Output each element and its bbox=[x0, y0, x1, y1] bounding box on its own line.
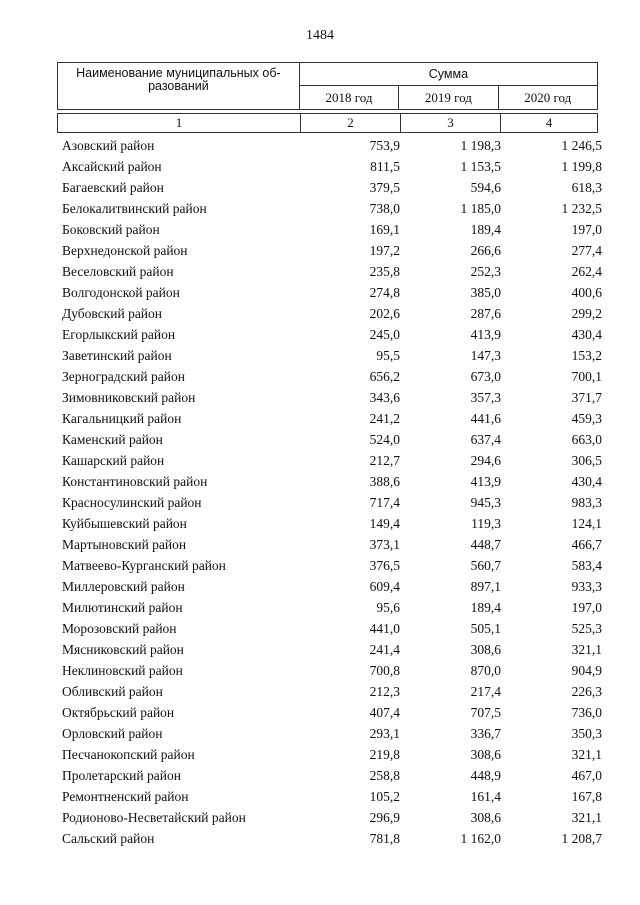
value-2020: 299,2 bbox=[571, 305, 602, 321]
table-row bbox=[57, 723, 602, 744]
value-2018: 245,0 bbox=[369, 326, 400, 342]
value-2018: 95,6 bbox=[376, 599, 400, 615]
value-2019: 189,4 bbox=[470, 599, 501, 615]
table-row bbox=[57, 240, 602, 261]
table-row bbox=[57, 807, 602, 828]
column-number: 3 bbox=[401, 114, 501, 133]
municipality-name: Азовский район bbox=[62, 137, 155, 153]
value-2020: 525,3 bbox=[571, 620, 602, 636]
value-2020: 467,0 bbox=[571, 767, 602, 783]
table-row bbox=[57, 765, 602, 786]
value-2020: 466,7 bbox=[571, 536, 602, 552]
value-2018: 241,2 bbox=[369, 410, 400, 426]
value-2020: 262,4 bbox=[571, 263, 602, 279]
municipality-name: Верхнедонской район bbox=[62, 242, 188, 258]
header-year-2019: 2019 год bbox=[399, 86, 498, 110]
value-2020: 371,7 bbox=[571, 389, 602, 405]
value-2018: 717,4 bbox=[369, 494, 400, 510]
value-2019: 1 185,0 bbox=[460, 200, 501, 216]
value-2020: 700,1 bbox=[571, 368, 602, 384]
value-2019: 594,6 bbox=[470, 179, 501, 195]
municipality-name: Матвеево-Курганский район bbox=[62, 557, 226, 573]
table-row bbox=[57, 534, 602, 555]
table-row bbox=[57, 681, 602, 702]
table-row bbox=[57, 303, 602, 324]
value-2018: 343,6 bbox=[369, 389, 400, 405]
value-2018: 738,0 bbox=[369, 200, 400, 216]
value-2018: 95,5 bbox=[376, 347, 400, 363]
municipality-name: Константиновский район bbox=[62, 473, 208, 489]
value-2019: 161,4 bbox=[470, 788, 501, 804]
municipality-name: Аксайский район bbox=[62, 158, 162, 174]
value-2020: 321,1 bbox=[571, 809, 602, 825]
municipality-name: Зимовниковский район bbox=[62, 389, 196, 405]
value-2020: 904,9 bbox=[571, 662, 602, 678]
value-2019: 1 153,5 bbox=[460, 158, 501, 174]
table-row bbox=[57, 660, 602, 681]
table-row bbox=[57, 198, 602, 219]
value-2018: 781,8 bbox=[369, 830, 400, 846]
table-row bbox=[57, 471, 602, 492]
value-2020: 400,6 bbox=[571, 284, 602, 300]
value-2019: 897,1 bbox=[470, 578, 501, 594]
table-row bbox=[57, 408, 602, 429]
table-row bbox=[57, 744, 602, 765]
table-row bbox=[57, 387, 602, 408]
value-2019: 637,4 bbox=[470, 431, 501, 447]
value-2018: 235,8 bbox=[369, 263, 400, 279]
table-row bbox=[57, 513, 602, 534]
municipality-name: Веселовский район bbox=[62, 263, 174, 279]
value-2018: 376,5 bbox=[369, 557, 400, 573]
value-2019: 294,6 bbox=[470, 452, 501, 468]
header-sum: Сумма bbox=[299, 63, 597, 86]
value-2020: 167,8 bbox=[571, 788, 602, 804]
value-2019: 1 162,0 bbox=[460, 830, 501, 846]
municipality-name: Пролетарский район bbox=[62, 767, 181, 783]
value-2019: 505,1 bbox=[470, 620, 501, 636]
value-2019: 189,4 bbox=[470, 221, 501, 237]
value-2019: 413,9 bbox=[470, 326, 501, 342]
table-row bbox=[57, 156, 602, 177]
value-2018: 388,6 bbox=[369, 473, 400, 489]
municipality-name: Каменский район bbox=[62, 431, 163, 447]
value-2019: 217,4 bbox=[470, 683, 501, 699]
municipality-name: Кагальницкий район bbox=[62, 410, 182, 426]
table-row bbox=[57, 177, 602, 198]
value-2018: 169,1 bbox=[369, 221, 400, 237]
municipality-name: Родионово-Несветайский район bbox=[62, 809, 246, 825]
value-2018: 219,8 bbox=[369, 746, 400, 762]
value-2019: 945,3 bbox=[470, 494, 501, 510]
municipality-name: Неклиновский район bbox=[62, 662, 183, 678]
municipality-name: Зерноградский район bbox=[62, 368, 185, 384]
municipality-name: Красносулинский район bbox=[62, 494, 202, 510]
value-2019: 336,7 bbox=[470, 725, 501, 741]
value-2020: 933,3 bbox=[571, 578, 602, 594]
header-year-2018: 2018 год bbox=[299, 86, 398, 110]
value-2018: 105,2 bbox=[369, 788, 400, 804]
value-2018: 753,9 bbox=[369, 137, 400, 153]
column-number: 2 bbox=[301, 114, 401, 133]
value-2020: 983,3 bbox=[571, 494, 602, 510]
municipality-name: Морозовский район bbox=[62, 620, 177, 636]
value-2019: 119,3 bbox=[471, 515, 501, 531]
municipality-name: Белокалитвинский район bbox=[62, 200, 207, 216]
value-2020: 226,3 bbox=[571, 683, 602, 699]
value-2018: 524,0 bbox=[369, 431, 400, 447]
municipality-name: Ремонтненский район bbox=[62, 788, 189, 804]
value-2020: 736,0 bbox=[571, 704, 602, 720]
value-2018: 197,2 bbox=[369, 242, 400, 258]
value-2018: 293,1 bbox=[369, 725, 400, 741]
municipality-name: Сальский район bbox=[62, 830, 155, 846]
value-2018: 258,8 bbox=[369, 767, 400, 783]
value-2018: 241,4 bbox=[369, 641, 400, 657]
table-body bbox=[57, 135, 602, 849]
column-numbers-row bbox=[57, 113, 598, 133]
municipality-name: Боковский район bbox=[62, 221, 160, 237]
value-2019: 1 198,3 bbox=[460, 137, 501, 153]
value-2018: 149,4 bbox=[369, 515, 400, 531]
table-row bbox=[57, 576, 602, 597]
value-2020: 1 246,5 bbox=[561, 137, 602, 153]
table-row bbox=[57, 618, 602, 639]
value-2019: 287,6 bbox=[470, 305, 501, 321]
table-row bbox=[57, 345, 602, 366]
municipality-name: Куйбышевский район bbox=[62, 515, 187, 531]
value-2019: 707,5 bbox=[470, 704, 501, 720]
municipality-name: Обливский район bbox=[62, 683, 163, 699]
value-2020: 153,2 bbox=[571, 347, 602, 363]
value-2018: 274,8 bbox=[369, 284, 400, 300]
municipality-name: Миллеровский район bbox=[62, 578, 185, 594]
value-2018: 811,5 bbox=[370, 158, 400, 174]
table-row bbox=[57, 261, 602, 282]
value-2020: 306,5 bbox=[571, 452, 602, 468]
value-2018: 202,6 bbox=[369, 305, 400, 321]
table-row bbox=[57, 429, 602, 450]
value-2018: 656,2 bbox=[369, 368, 400, 384]
value-2020: 124,1 bbox=[571, 515, 602, 531]
value-2020: 430,4 bbox=[571, 473, 602, 489]
table-row bbox=[57, 135, 602, 156]
municipality-name: Кашарский район bbox=[62, 452, 165, 468]
value-2020: 1 232,5 bbox=[561, 200, 602, 216]
value-2019: 560,7 bbox=[470, 557, 501, 573]
page-number: 1484 bbox=[306, 28, 334, 43]
value-2020: 321,1 bbox=[571, 641, 602, 657]
municipality-name: Егорлыкский район bbox=[62, 326, 176, 342]
value-2018: 441,0 bbox=[369, 620, 400, 636]
value-2020: 430,4 bbox=[571, 326, 602, 342]
value-2018: 700,8 bbox=[369, 662, 400, 678]
table-row bbox=[57, 219, 602, 240]
table-row bbox=[57, 450, 602, 471]
value-2019: 870,0 bbox=[470, 662, 501, 678]
table-header bbox=[57, 62, 598, 110]
value-2018: 212,7 bbox=[369, 452, 400, 468]
table-row bbox=[57, 555, 602, 576]
value-2018: 609,4 bbox=[369, 578, 400, 594]
value-2019: 266,6 bbox=[470, 242, 501, 258]
table-row bbox=[57, 786, 602, 807]
value-2018: 407,4 bbox=[369, 704, 400, 720]
municipality-name: Дубовский район bbox=[62, 305, 163, 321]
value-2019: 357,3 bbox=[470, 389, 501, 405]
value-2020: 583,4 bbox=[571, 557, 602, 573]
table-row bbox=[57, 492, 602, 513]
value-2018: 379,5 bbox=[369, 179, 400, 195]
value-2020: 1 208,7 bbox=[561, 830, 602, 846]
value-2018: 296,9 bbox=[369, 809, 400, 825]
value-2020: 350,3 bbox=[571, 725, 602, 741]
table-row bbox=[57, 324, 602, 345]
value-2020: 197,0 bbox=[571, 599, 602, 615]
table-row bbox=[57, 597, 602, 618]
value-2019: 441,6 bbox=[470, 410, 501, 426]
value-2018: 212,3 bbox=[369, 683, 400, 699]
column-number: 1 bbox=[58, 114, 301, 133]
municipality-name: Волгодонской район bbox=[62, 284, 180, 300]
value-2019: 448,7 bbox=[470, 536, 501, 552]
municipality-name: Песчанокопский район bbox=[62, 746, 195, 762]
value-2019: 308,6 bbox=[470, 809, 501, 825]
table-row bbox=[57, 702, 602, 723]
municipality-name: Заветинский район bbox=[62, 347, 172, 363]
value-2020: 197,0 bbox=[571, 221, 602, 237]
table-row bbox=[57, 282, 602, 303]
municipality-name: Мартыновский район bbox=[62, 536, 187, 552]
value-2019: 147,3 bbox=[470, 347, 501, 363]
value-2020: 277,4 bbox=[571, 242, 602, 258]
value-2019: 385,0 bbox=[470, 284, 501, 300]
value-2018: 373,1 bbox=[369, 536, 400, 552]
value-2019: 252,3 bbox=[470, 263, 501, 279]
table-row bbox=[57, 639, 602, 660]
value-2019: 308,6 bbox=[470, 746, 501, 762]
value-2019: 413,9 bbox=[470, 473, 501, 489]
municipality-name: Мясниковский район bbox=[62, 641, 184, 657]
value-2020: 1 199,8 bbox=[561, 158, 602, 174]
municipality-name: Багаевский район bbox=[62, 179, 164, 195]
value-2020: 618,3 bbox=[571, 179, 602, 195]
table-row bbox=[57, 366, 602, 387]
value-2019: 673,0 bbox=[470, 368, 501, 384]
value-2019: 308,6 bbox=[470, 641, 501, 657]
value-2020: 663,0 bbox=[571, 431, 602, 447]
municipality-name: Милютинский район bbox=[62, 599, 183, 615]
value-2020: 321,1 bbox=[571, 746, 602, 762]
municipality-name: Орловский район bbox=[62, 725, 163, 741]
column-number: 4 bbox=[501, 114, 598, 133]
table-row bbox=[57, 828, 602, 849]
value-2019: 448,9 bbox=[470, 767, 501, 783]
municipality-name: Октябрьский район bbox=[62, 704, 175, 720]
header-name-column: Наименование муниципальных об-разований bbox=[58, 63, 300, 110]
value-2020: 459,3 bbox=[571, 410, 602, 426]
header-year-2020: 2020 год bbox=[498, 86, 597, 110]
